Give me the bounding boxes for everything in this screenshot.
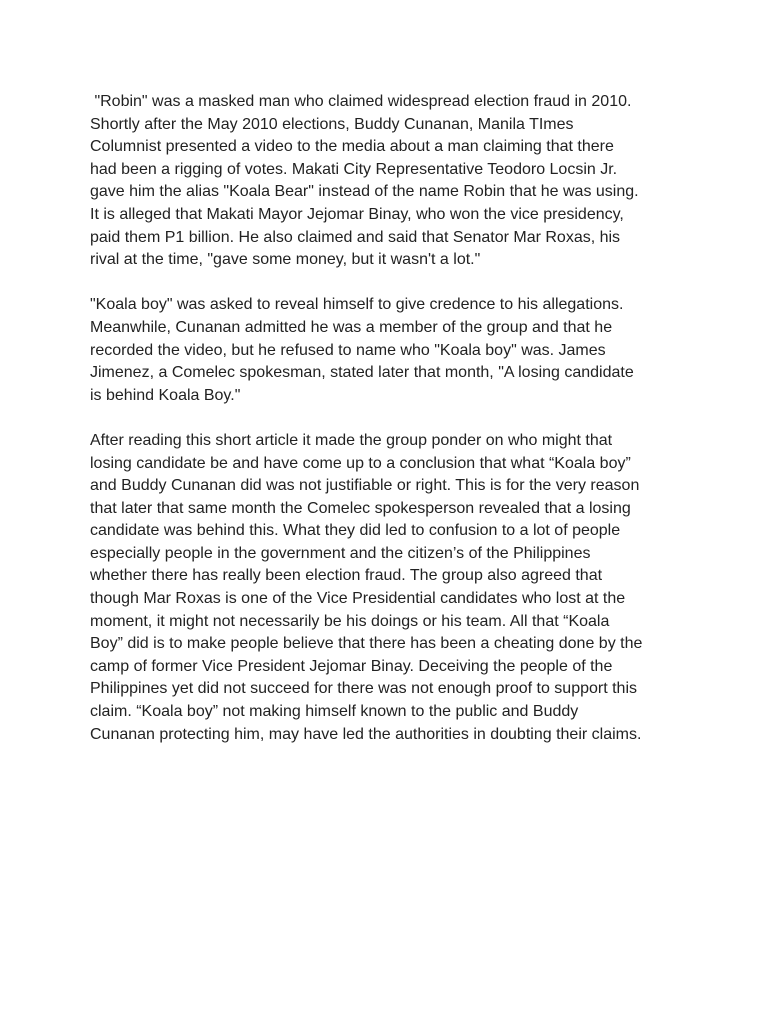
text-line: had been a rigging of votes. Makati City Representative Teodoro Locsin Jr. [90, 160, 618, 178]
text-line: recorded the video, but he refused to name who "Koala boy" was. James [90, 341, 606, 359]
text-line: especially people in the government and the citizen’s of the Philippines [90, 544, 591, 562]
text-line: After reading this short article it made the group ponder on who might that [90, 431, 613, 449]
text-line: Columnist presented a video to the media about a man claiming that there [90, 138, 614, 156]
text-line: gave him the alias "Koala Bear" instead of the name Robin that he was using. [90, 183, 639, 201]
text-line: Shortly after the May 2010 elections, Buddy Cunanan, Manila TImes [90, 115, 574, 133]
text-line: is behind Koala Boy." [90, 386, 241, 404]
text-line: "Robin" was a masked man who claimed widespread election fraud in 2010. [90, 93, 632, 110]
paragraph-koala-boy [90, 294, 690, 407]
text-line: "Koala boy" was asked to reveal himself to give credence to his allegations. [90, 296, 624, 314]
text-line: losing candidate be and have come up to a conclusion that what “Koala boy” [90, 454, 631, 472]
text-line: Meanwhile, Cunanan admitted he was a member of the group and that he [90, 318, 613, 336]
paragraph-robin-intro [90, 91, 690, 272]
text-line: It is alleged that Makati Mayor Jejomar Binay, who won the vice presidency, [90, 205, 624, 223]
text-line: whether there has really been election fraud. The group also agreed that [90, 567, 603, 585]
text-line: paid them P1 billion. He also claimed and said that Senator Mar Roxas, his [90, 228, 621, 246]
text-line: Philippines yet did not succeed for there was not enough proof to support this [90, 680, 638, 698]
text-line: Jimenez, a Comelec spokesman, stated later that month, "A losing candidate [90, 364, 634, 382]
text-line: Cunanan protecting him, may have led the authorities in doubting their claims. [90, 725, 642, 743]
text-line: candidate was behind this. What they did led to confusion to a lot of people [90, 522, 621, 540]
text-line: Boy” did is to make people believe that there has been a cheating done by the [90, 635, 643, 653]
text-line: camp of former Vice President Jejomar Binay. Deceiving the people of the [90, 657, 613, 675]
text-line: that later that same month the Comelec spokesperson revealed that a losing [90, 499, 631, 517]
text-line: though Mar Roxas is one of the Vice Presidential candidates who lost at the [90, 590, 626, 608]
paragraph-group-conclusion [90, 430, 690, 746]
text-line: rival at the time, "gave some money, but it wasn't a lot." [90, 251, 481, 269]
text-line: moment, it might not necessarily be his doings or his team. All that “Koala [90, 612, 610, 630]
text-line: claim. “Koala boy” not making himself known to the public and Buddy [90, 703, 579, 721]
text-line: and Buddy Cunanan did was not justifiable or right. This is for the very reason [90, 477, 640, 495]
document-body [90, 91, 690, 769]
